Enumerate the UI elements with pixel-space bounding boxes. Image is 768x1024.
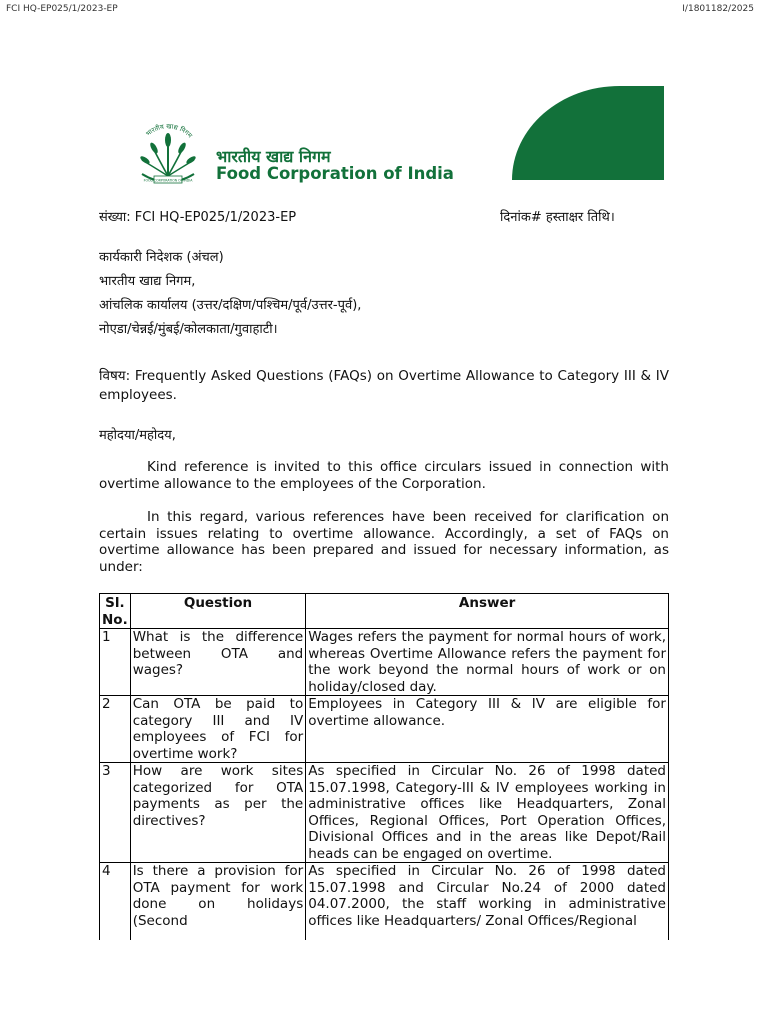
cell-sl-no: 4	[100, 863, 131, 942]
org-name-hindi: भारतीय खाद्य निगम	[216, 147, 331, 166]
emblem-english-text: FOOD CORPORATION OF INDIA	[143, 178, 193, 183]
fci-emblem-icon	[130, 116, 206, 190]
salutation: महोदया/महोदय,	[99, 428, 176, 443]
cell-sl-no: 2	[100, 696, 131, 763]
cell-answer: Wages refers the payment for normal hours of work, whereas Overtime Allowance refers the payment for the work beyond the normal hours of work or on holiday/closed day.	[306, 629, 669, 696]
address-line: कार्यकारी निदेशक (अंचल)	[99, 250, 224, 265]
letter-date: दिनांक# हस्ताक्षर तिथि।	[500, 210, 615, 225]
cell-question: How are work sites categorized for OTA payments as per the directives?	[130, 763, 306, 863]
body-paragraph-1	[99, 459, 669, 492]
paragraph-text: In this regard, various references have been received for clarification on certain issues relating to overtime allowance. Accordingly, a set of FAQs on overtime allowance has been prepared and issued for necessary information, as under:	[99, 509, 669, 575]
reference-number: संख्या: FCI HQ-EP025/1/2023-EP	[99, 210, 297, 225]
header-doc-number: I/1801182/2025	[682, 4, 754, 14]
table-row	[100, 696, 669, 763]
address-line: नोएडा/चेन्नई/मुंबई/कोलकाता/गुवाहाटी।	[99, 322, 278, 337]
paragraph-text: Kind reference is invited to this office circulars issued in connection with overtime allowance to the employees of the Corporation.	[99, 459, 669, 492]
faq-table	[99, 593, 669, 941]
cell-question: Can OTA be paid to category III and IV employees of FCI for overtime work?	[130, 696, 306, 763]
header-answer: Answer	[306, 594, 669, 629]
cell-question: What is the difference between OTA and wages?	[130, 629, 306, 696]
green-corner-shape	[512, 86, 664, 180]
header-doc-ref: FCI HQ-EP025/1/2023-EP	[6, 4, 118, 14]
cell-answer: As specified in Circular No. 26 of 1998 dated 15.07.1998 and Circular No.24 of 2000 dated 04.07.2000, the staff working in administrative offices like Headquarters/ Zonal Offices/Regional	[306, 863, 669, 942]
cell-question: Is there a provision for OTA payment for work done on holidays (Second	[130, 863, 306, 942]
table-row	[100, 763, 669, 863]
page-bottom-margin	[0, 940, 768, 1024]
table-row	[100, 629, 669, 696]
header-question: Question	[130, 594, 306, 629]
emblem-hindi-text: भारतीय खाद्य निगम	[144, 122, 194, 140]
cell-sl-no: 1	[100, 629, 131, 696]
table-header-row	[100, 594, 669, 629]
org-name-english: Food Corporation of India	[216, 164, 454, 183]
cell-answer: Employees in Category III & IV are eligible for overtime allowance.	[306, 696, 669, 763]
address-line: भारतीय खाद्य निगम,	[99, 274, 196, 289]
address-line: आंचलिक कार्यालय (उत्तर/दक्षिण/पश्चिम/पूर्व/उत्तर-पूर्व),	[99, 298, 362, 313]
cell-sl-no: 3	[100, 763, 131, 863]
letter-subject: विषय: Frequently Asked Questions (FAQs) on Overtime Allowance to Category III & IV employees.	[99, 368, 669, 403]
cell-answer: As specified in Circular No. 26 of 1998 dated 15.07.1998, Category-III & IV employees working in administrative offices like Headquarters, Zonal Offices, Regional Offices, Port Operation Offices, Divisional Offices and in the areas like Depot/Rail heads can be engaged on overtime.	[306, 763, 669, 863]
header-sl-no: Sl. No.	[100, 594, 131, 629]
table-row	[100, 863, 669, 942]
body-paragraph-2	[99, 509, 669, 575]
